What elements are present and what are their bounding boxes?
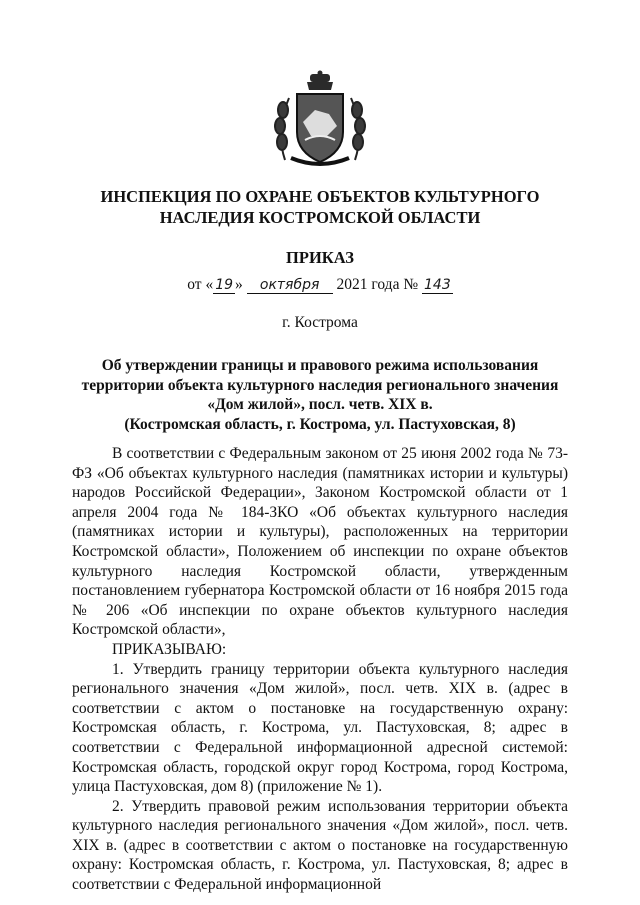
order-word: ПРИКАЗЫВАЮ: [112, 640, 227, 658]
coat-of-arms [271, 70, 369, 170]
item-1-paragraph: 1. Утвердить границу территории объекта культурного наследия регионального значения «Дом жилой», посл. четв. XIX в. (адрес в соответствии с актом о постановке на государственную охрану: Костромская область, г. Кострома, ул. Пастуховская, 8; адрес в соответствии с Федеральной информационной адресной системой: Костромская область, городской округ город Кострома, город Кострома, улица Пастуховская, дом 8) (приложение № 1). [72, 660, 568, 796]
item-2-paragraph: 2. Утвердить правовой режим использования территории объекта культурного наследия регионального значения «Дом жилой», посл. четв. XIX в. (адрес в соответствии с актом о постановке на государственную охрану: Костромская область, г. Кострома, ул. Пастуховская, 8; адрес в соответствии с Федеральной информационной [72, 797, 568, 894]
subject-line-1: Об утверждении границы и правового режима использования [101, 357, 539, 374]
order-month: октября [247, 277, 333, 294]
subject-line-4: (Костромская область, г. Кострома, ул. Пастуховская, 8) [124, 415, 516, 433]
order-title: ПРИКАЗ [286, 248, 354, 267]
date-prefix: от « [187, 276, 214, 293]
organization-title [0, 186, 640, 228]
order-date-line [0, 276, 640, 294]
organization-line-2: НАСЛЕДИЯ КОСТРОМСКОЙ ОБЛАСТИ [159, 208, 481, 227]
order-day: 19 [215, 277, 234, 293]
organization-line-1: ИНСПЕКЦИЯ ПО ОХРАНЕ ОБЪЕКТОВ КУЛЬТУРНОГО [100, 187, 540, 206]
order-body [72, 444, 568, 895]
subject-line-2: территории объекта культурного наследия регионального значения [81, 376, 559, 394]
order-number: 143 [424, 277, 451, 293]
date-month-separator: » [235, 276, 243, 293]
order-subject [60, 356, 580, 434]
order-year-text: 2021 года № [336, 276, 419, 293]
subject-line-3: «Дом жилой», посл. четв. XIX в. [207, 396, 433, 413]
preamble-paragraph: В соответствии с Федеральным законом от 25 июня 2002 года № 73-ФЗ «Об объектах культурного наследия (памятниках истории и культуры) народов Российской Федерации», Законом Костромской области от 1 апреля 2004 года № 184-ЗКО «Об объектах культурного наследия (памятниках истории и культуры), расположенных на территории Костромской области», Положением об инспекции по охране объектов культурного наследия Костромской области, утвержденным постановлением губернатора Костромской области от 16 ноября 2015 года № 206 «Об инспекции по охране объектов культурного наследия Костромской области», [72, 445, 568, 639]
order-city: г. Кострома [282, 314, 358, 331]
kostroma-coat-of-arms-icon [271, 70, 369, 170]
